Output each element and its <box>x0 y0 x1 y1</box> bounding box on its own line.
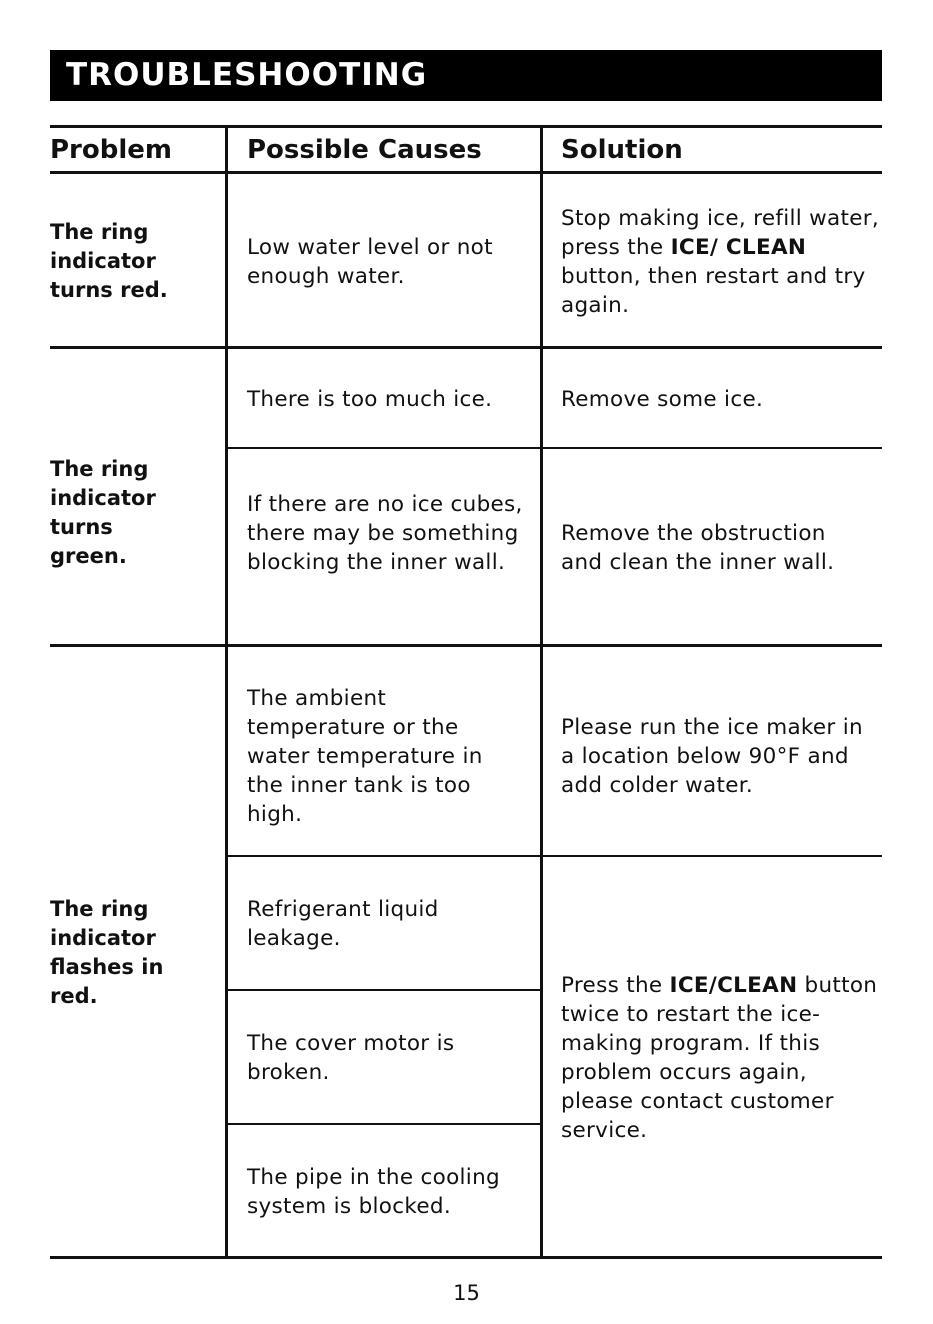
cause-cell: Low water level or not enough water. <box>247 235 493 289</box>
solution-cell: Please run the ice maker in a location below 90°F and add colder water. <box>561 715 863 798</box>
button-name-ice-clean: ICE/ CLEAN <box>670 235 807 260</box>
cause-cell: The pipe in the cooling system is blocked. <box>247 1165 500 1219</box>
table-bottom-rule <box>50 1256 882 1259</box>
sub-row-divider <box>226 855 882 857</box>
solution-text: button twice to restart the ice-making program. If this problem occurs again, please contact customer service. <box>561 973 878 1143</box>
column-divider <box>540 125 543 1259</box>
cause-cell: The cover motor is broken. <box>247 1031 455 1085</box>
column-divider <box>225 125 228 1259</box>
row-divider <box>50 346 882 349</box>
cause-cell: If there are no ice cubes, there may be something blocking the inner wall. <box>247 492 523 575</box>
solution-text: Stop making ice, refill water, press the <box>561 206 880 260</box>
problem-cell: The ring indicator turns green. <box>50 457 156 568</box>
column-header-problem: Problem <box>50 135 172 165</box>
cause-cell: Refrigerant liquid leakage. <box>247 897 439 951</box>
solution-cell: Remove some ice. <box>561 387 764 412</box>
header-bottom-rule <box>50 171 882 174</box>
button-name-ice-clean: ICE/CLEAN <box>669 973 798 998</box>
sub-row-divider <box>226 447 882 449</box>
solution-cell <box>561 204 891 320</box>
sub-row-divider <box>226 989 542 991</box>
solution-text: button, then restart and try again. <box>561 264 866 318</box>
table-top-rule <box>50 125 882 128</box>
problem-cell: The ring indicator turns red. <box>50 220 168 302</box>
solution-cell: Remove the obstruction and clean the inner wall. <box>561 521 835 575</box>
section-header: TROUBLESHOOTING <box>50 50 882 101</box>
cause-cell: There is too much ice. <box>247 387 493 412</box>
problem-cell: The ring indicator flashes in red. <box>50 897 164 1008</box>
solution-cell <box>561 971 881 1145</box>
cause-cell: The ambient temperature or the water temperature in the inner tank is too high. <box>247 686 483 827</box>
row-divider <box>50 644 882 647</box>
sub-row-divider <box>226 1123 542 1125</box>
page-number: 15 <box>453 1281 480 1305</box>
solution-text: Press the <box>561 973 670 998</box>
column-header-solution: Solution <box>561 135 683 165</box>
column-header-causes: Possible Causes <box>247 135 482 165</box>
